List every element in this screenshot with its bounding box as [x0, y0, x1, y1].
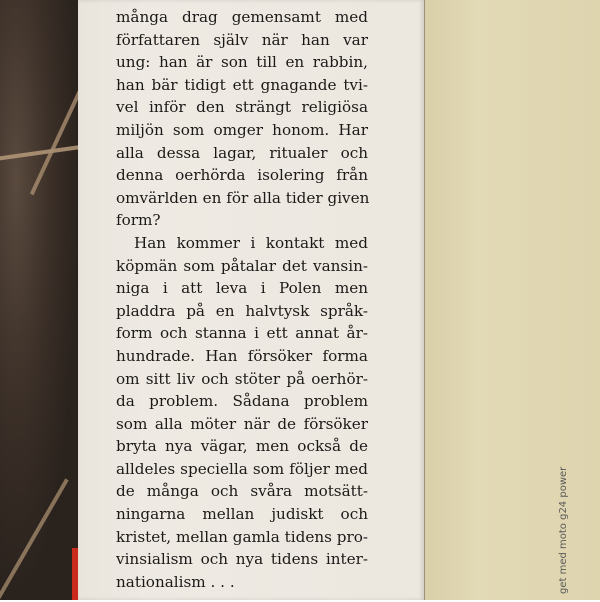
- text-line: bryta nya vägar, men också de: [116, 437, 368, 456]
- text-line: som alla möter när de försöker: [116, 414, 368, 433]
- text-line: ung: han är son till en rabbin,: [116, 53, 368, 72]
- text-line: många drag gemensamt med: [116, 8, 368, 26]
- text-line: omvärlden en för alla tider given: [116, 188, 370, 207]
- text-line: ningarna mellan judiskt och: [116, 505, 368, 524]
- page-text: [116, 0, 368, 593]
- text-line: han bär tidigt ett gnagande tvi-: [116, 75, 368, 94]
- text-line: denna oerhörda isolering från: [116, 166, 368, 185]
- text-line: om sitt liv och stöter på oerhör-: [116, 369, 368, 388]
- text-line: miljön som omger honom. Har: [116, 120, 368, 139]
- text-line: hundrade. Han försöker forma: [116, 346, 368, 365]
- text-line: nationalism . . .: [116, 572, 235, 591]
- text-line: form och stanna i ett annat år-: [116, 324, 368, 343]
- camera-watermark: get med moto g24 power: [558, 466, 569, 594]
- text-line: da problem. Sådana problem: [116, 392, 368, 411]
- text-line: pladdra på en halvtysk språk-: [116, 301, 368, 320]
- text-line: vinsialism och nya tidens inter-: [116, 550, 368, 569]
- stone-floor-background: [0, 0, 80, 600]
- text-line: niga i att leva i Polen men: [116, 279, 368, 298]
- text-line: köpmän som påtalar det vansin-: [116, 256, 368, 275]
- text-line: alla dessa lagar, ritualer och: [116, 143, 368, 162]
- text-line: alldeles speciella som följer med: [116, 459, 368, 478]
- book-page-right: [424, 0, 600, 600]
- text-line: vel inför den strängt religiösa: [116, 98, 368, 117]
- text-line: form?: [116, 211, 161, 230]
- text-line: kristet, mellan gamla tidens pro-: [116, 527, 368, 546]
- text-line: de många och svåra motsätt-: [116, 482, 368, 501]
- text-line: författaren själv när han var: [116, 30, 368, 49]
- text-line: Han kommer i kontakt med: [134, 233, 368, 252]
